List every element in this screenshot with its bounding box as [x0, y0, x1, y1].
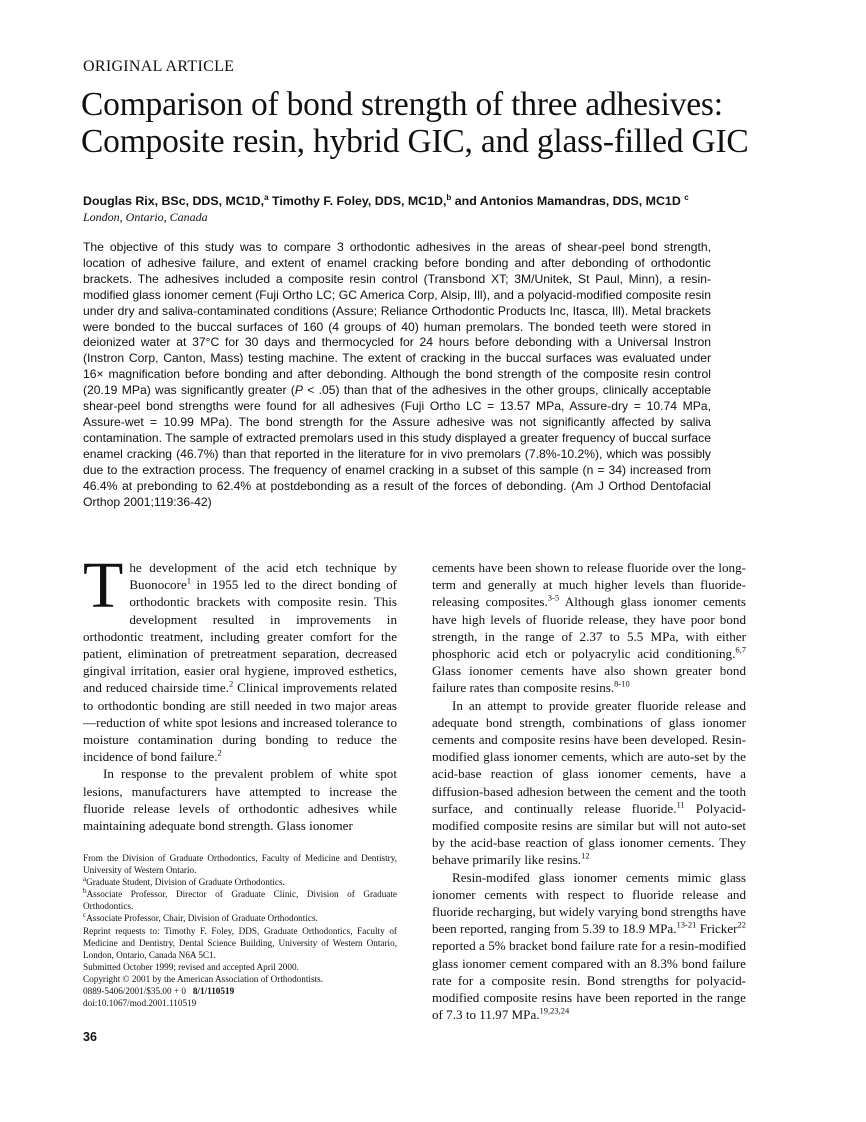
right-p2-b: Polyacid-modified composite resins are similar but will not auto-set by the acid-base reaction of glass ionomer cements. They behave primarily like resins.: [432, 800, 746, 868]
footnote-issn-code: 8/1/110519: [192, 986, 235, 997]
body-column-left: [83, 549, 397, 834]
left-p1-b: in 1955 led to the direct bonding of orthodontic brackets with composite resin. This development resulted in improvements in orthodontic treatment, including greater comfort for the patient, elimination of pretreatment separation, decreased gingival irritation, easier oral hygiene, improved esthetics, and reduced chairside time.: [83, 577, 397, 696]
footnote-submitted: Submitted October 1999; revised and accepted April 2000.: [83, 961, 299, 972]
footnote-doi: doi:10.1067/mod.2001.110519: [83, 998, 197, 1009]
reference-marker: 13-21: [676, 919, 697, 930]
left-p1-a: he development of the acid etch technique by Buonocore: [129, 560, 397, 593]
footnote-a: Graduate Student, Division of Graduate Orthodontics.: [86, 877, 285, 888]
footnote-from: From the Division of Graduate Orthodontics, Faculty of Medicine and Dentistry, University of Western Ontario.: [83, 853, 397, 876]
footnotes: [83, 852, 397, 1009]
right-p3-c: reported a 5% bracket bond failure rate for a resin-modified glass ionomer cement compared with an 8.3% bond failure rate for a composite resin. Bond strengths for polyacid-modified composite resins have been reported in the range of 7.3 to 11.97 MPa.: [432, 938, 746, 1023]
footnote-reprint: Reprint requests to: Timothy F. Foley, DDS, Graduate Orthodontics, Faculty of Medicine and Dentistry, Dental Science Building, University of Western Ontario, London, Ontario, Canada N6A 5C1.: [83, 925, 397, 960]
abstract-text-1: The objective of this study was to compare 3 orthodontic adhesives in the areas of shear-peel bond strength, location of adhesive failure, and extent of enamel cracking before bonding and after debonding of orthodontic brackets. The adhesives included a composite resin control (Transbond XT; 3M/Unitek, St Paul, Minn), a resin-modified glass ionomer cement (Fuji Ortho LC; GC America Corp, Alsip, Ill), and a polyacid-modified composite resin under dry and saliva-contaminated conditions (Assure; Reliance Orthodontic Products Inc, Itasca, Ill). Metal brackets were bonded to the buccal surfaces of 160 (4 groups of 40) human premolars. The bonded teeth were stored in deionized water at 37°C for 30 days and thermocycled for 24 hours before debonding with a Universal Instron (Instron Corp, Canton, Mass) testing machine. The extent of cracking in the buccal surfaces was evaluated under 16× magnification before bonding and after debonding. Although the bond strength of the composite resin control (20.19 MPa) was significantly greater (: [83, 240, 711, 398]
title-line-2: Composite resin, hybrid GIC, and glass-filled GIC: [81, 123, 749, 160]
footnote-issn: 0889-5406/2001/$35.00 + 0: [83, 986, 186, 997]
author-2: Timothy F. Foley, DDS, MC1D,: [271, 194, 447, 209]
page-number: 36: [83, 1030, 97, 1044]
footnote-copyright: Copyright © 2001 by the American Association of Orthodontists.: [83, 973, 323, 984]
abstract: [83, 240, 711, 510]
reference-marker: 8-10: [614, 679, 630, 690]
author-3: and Antonios Mamandras, DDS, MC1D: [454, 194, 681, 209]
title-line-1: Comparison of bond strength of three adhesives:: [81, 86, 723, 123]
reference-marker: 1: [186, 575, 192, 586]
reference-marker: 11: [676, 799, 685, 810]
section-label: ORIGINAL ARTICLE: [83, 58, 235, 75]
right-p2-a: In an attempt to provide greater fluoride release and adequate bond strength, combinations of glass ionomer cements and composite resins have been developed. Resin-modified glass ionomer cements, which are auto-set by the acid-base reaction of glass ionomer cements, have a diffusion-based adhesion between the cement and the tooth surface, and continually release fluoride.: [432, 697, 746, 816]
author-1-mark: a: [264, 193, 269, 202]
drop-cap: T: [83, 549, 124, 622]
footnote-mark: b: [83, 887, 87, 896]
affiliation: London, Ontario, Canada: [83, 210, 208, 224]
article-title: [81, 86, 801, 160]
left-p2: In response to the prevalent problem of white spot lesions, manufacturers have attempted to increase the fluoride release levels of orthodontic adhesives while maintaining adequate bond strength. Glass ionomer: [83, 766, 397, 834]
author-list: [83, 193, 783, 208]
p-value-symbol: P: [294, 383, 303, 398]
left-p1-c: Clinical improvements related to orthodontic bonding are still needed in two major areas—reduction of white spot lesions and increased tolerance to moisture contamination during bonding to reduce the incidence of bond failure.: [83, 680, 397, 765]
reference-marker: 19,23,24: [539, 1005, 570, 1016]
author-2-mark: b: [446, 193, 452, 202]
right-p1-a: cements have been shown to release fluoride over the long-term and generally at much higher levels than fluoride-releasing composites.: [432, 560, 746, 610]
body-column-right: [432, 559, 746, 1023]
right-p1-c: Glass ionomer cements have also shown greater bond failure rates than composite resins.: [432, 663, 746, 696]
footnote-mark: a: [83, 875, 87, 884]
right-p1-b: Although glass ionomer cements have high levels of fluoride release, they have poor bond strength, in the range of 2.37 to 5.5 MPa, with either phosphoric acid etch or polyacrylic acid conditioning.: [432, 594, 746, 662]
reference-marker: 3-5: [547, 593, 560, 604]
reference-marker: 12: [581, 851, 590, 862]
footnote-mark: c: [83, 911, 87, 920]
reference-marker: 2: [217, 747, 222, 758]
reference-marker: 6,7: [735, 644, 746, 655]
abstract-text-2: < .05) than that of the adhesives in the other groups, clinically acceptable shear-peel bond strengths were found for all adhesives (Fuji Ortho LC = 13.57 MPa, Assure-dry = 10.74 MPa, Assure-wet = 10.99 MPa). The bond strength for the Assure adhesive was not significantly affected by saliva contamination. The sample of extracted premolars used in this study displayed a greater frequency of buccal surface enamel cracking (46.7%) than that reported in the literature for in vivo premolars (7.8%-10.2%), which was possibly due to the extraction process. The frequency of enamel cracking in a subset of this sample (n = 34) increased from 46.4% at prebonding to 62.4% at postdebonding as a result of the forces of debonding. (Am J Orthod Dentofacial Orthop 2001;119:36-42): [83, 383, 712, 509]
right-p3-b: Fricker: [696, 921, 738, 937]
footnote-b: Associate Professor, Director of Graduate Clinic, Division of Graduate Orthodontics.: [83, 889, 397, 912]
author-3-mark: c: [684, 193, 689, 202]
right-p3-a: Resin-modifed glass ionomer cements mimic glass ionomer cements with respect to fluoride release and fluoride recharging, but widely varying bond strengths have been reported, ranging from 5.39 to 18.9 MPa.: [432, 869, 746, 937]
reference-marker: 2: [228, 679, 234, 690]
footnote-c: Associate Professor, Chair, Division of Graduate Orthodontics.: [86, 913, 318, 924]
reference-marker: 22: [737, 919, 746, 930]
author-1: Douglas Rix, BSc, DDS, MC1D,: [83, 194, 265, 209]
